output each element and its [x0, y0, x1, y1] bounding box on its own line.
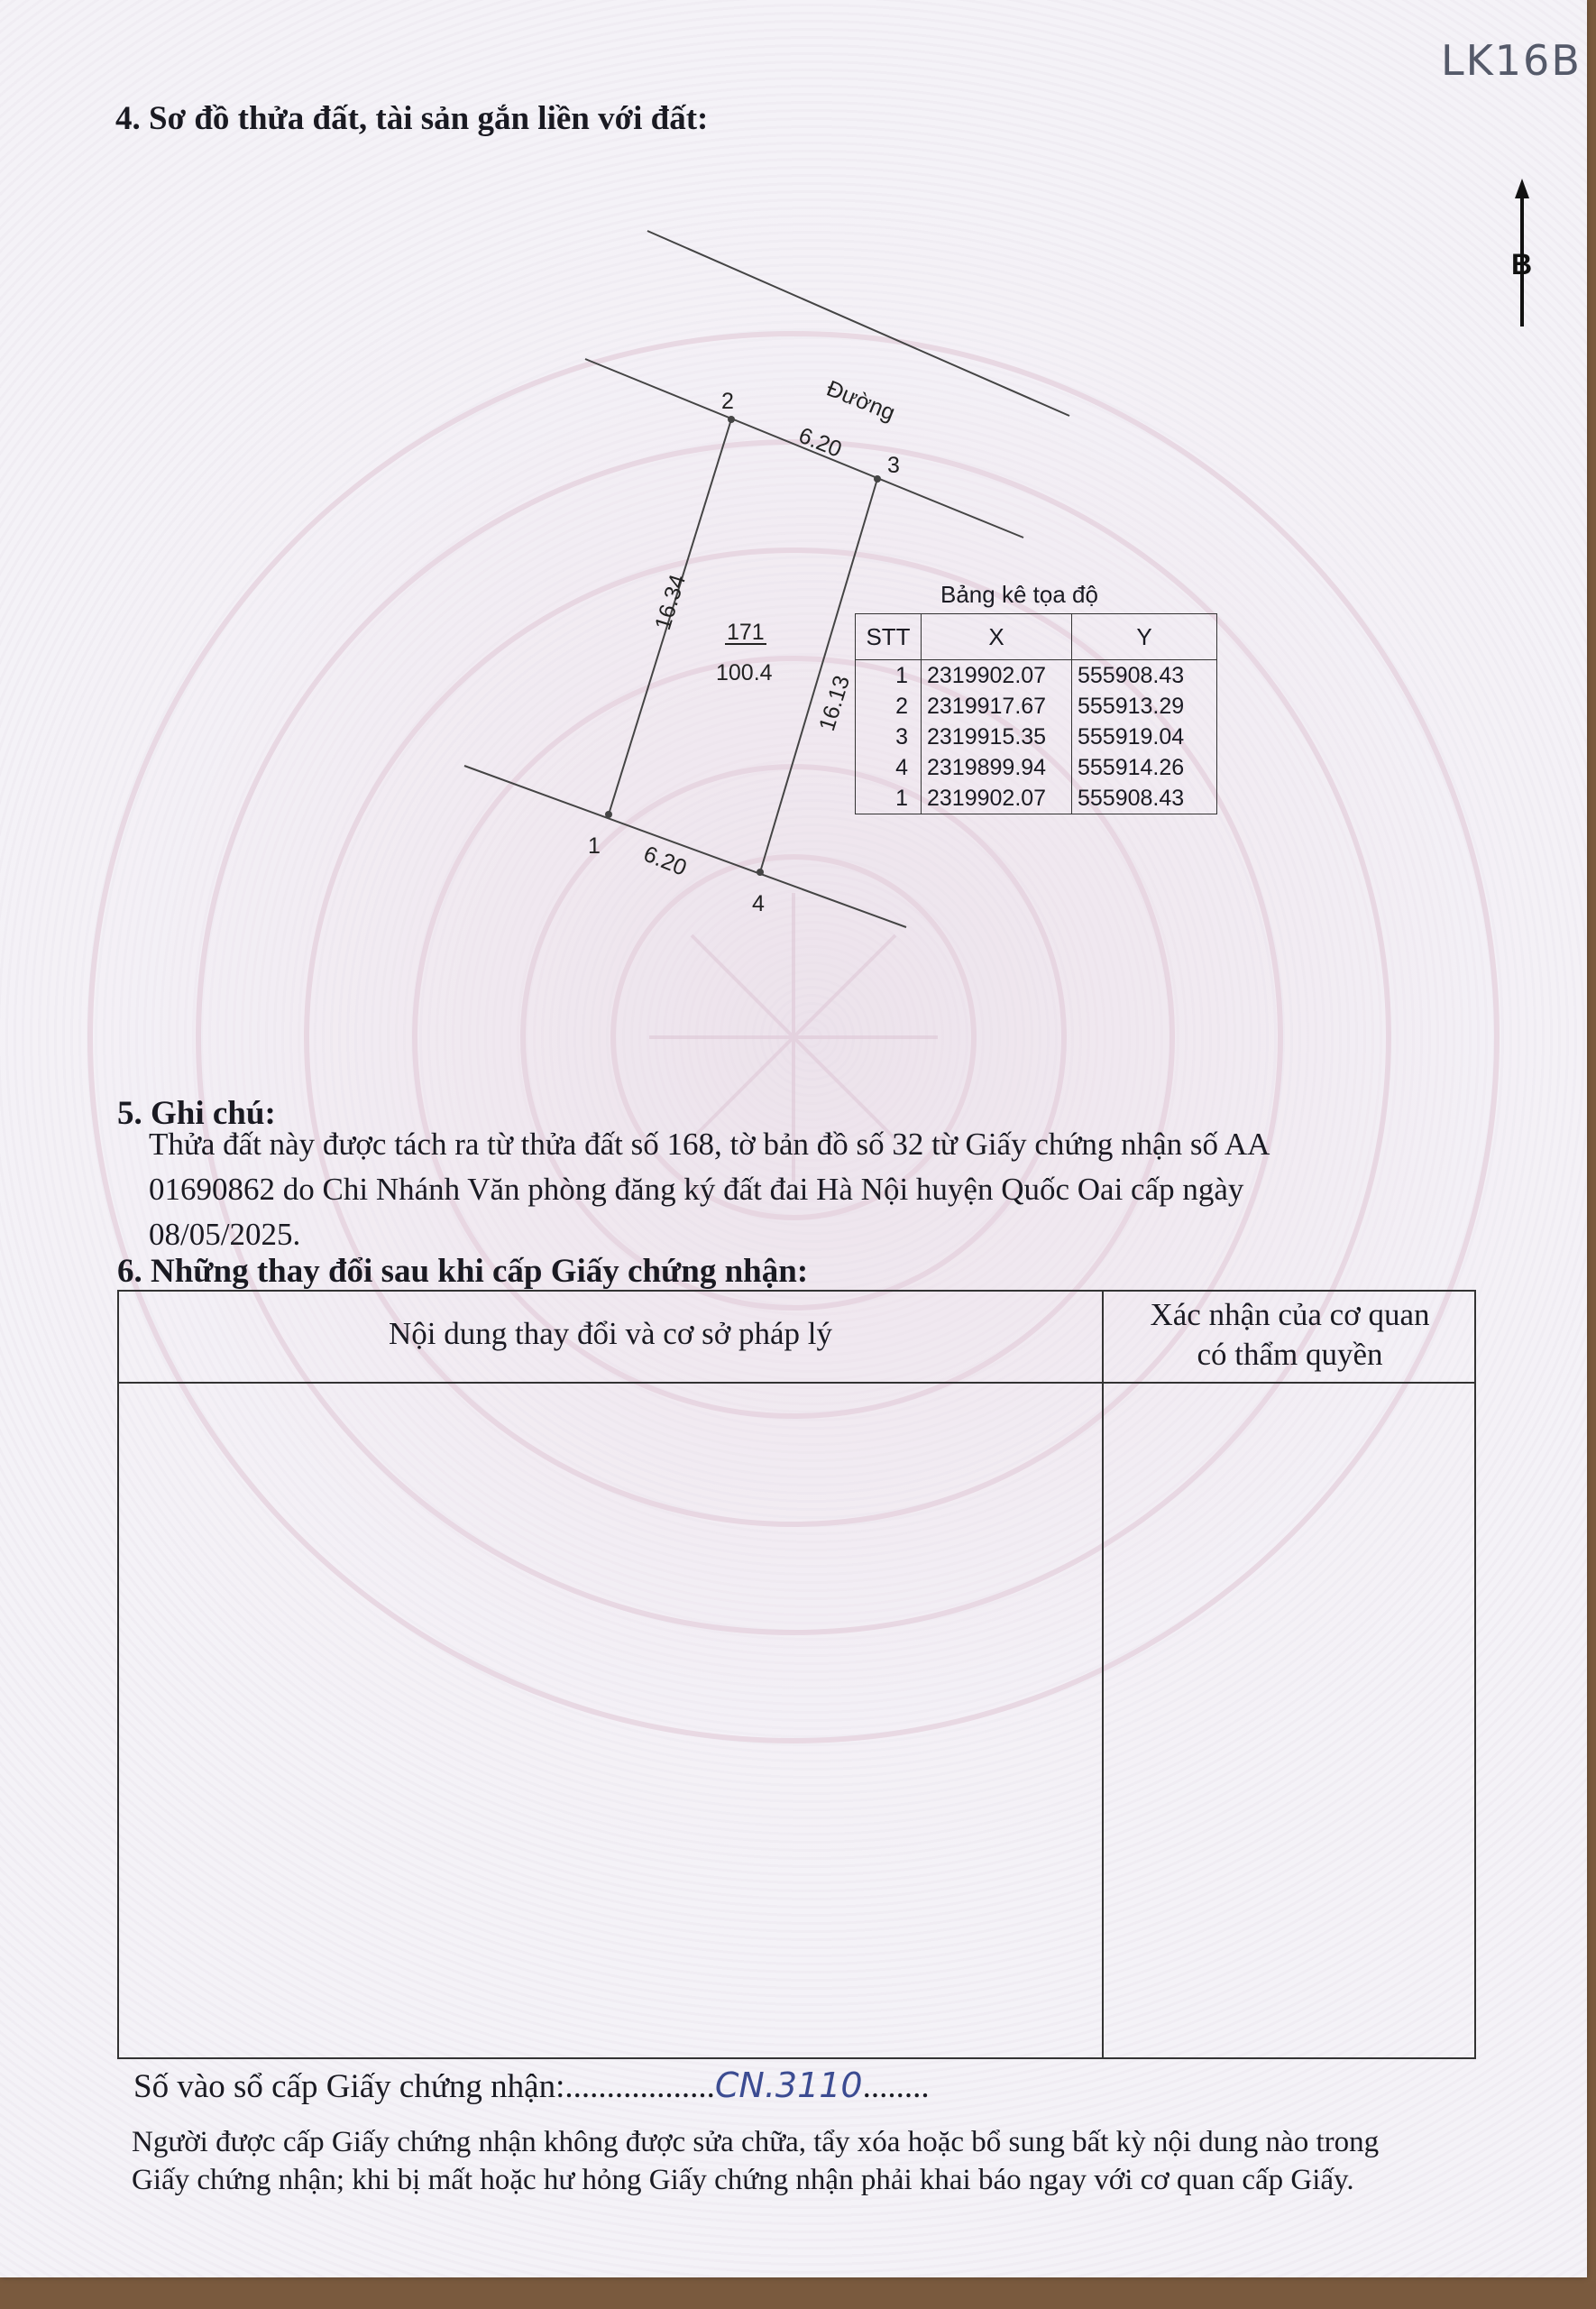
coord-x: 2319899.94: [922, 752, 1072, 783]
edge-bottom-length: 6.20: [639, 841, 691, 881]
section4-title: 4. Sơ đồ thửa đất, tài sản gắn liền với đất:: [115, 100, 709, 137]
coord-x: 2319915.35: [922, 722, 1072, 752]
column-divider: [1102, 1292, 1104, 2057]
coord-y: 555908.43: [1072, 660, 1217, 692]
register-label: Số vào sổ cấp Giấy chứng nhận:: [133, 2068, 565, 2105]
table-row: [856, 691, 1217, 722]
footer-line: Giấy chứng nhận; khi bị mất hoặc hư hỏng Giấy chứng nhận phải khai báo ngay với cơ quan cấp Giấy.: [132, 2164, 1354, 2196]
corner-handwritten-mark: LK16B: [1441, 36, 1582, 85]
coord-header-x: X: [922, 614, 1072, 660]
coord-stt: 1: [856, 783, 922, 814]
point-2-label: 2: [721, 389, 734, 414]
note-line: Thửa đất này được tách ra từ thửa đất số 168, tờ bản đồ số 32 từ Giấy chứng nhận số AA: [149, 1127, 1270, 1162]
parcel-map: [0, 0, 1587, 992]
coord-stt: 1: [856, 660, 922, 692]
table-row: [856, 722, 1217, 752]
header-divider: [119, 1382, 1474, 1384]
edge-left-length: 16.34: [649, 571, 692, 633]
point-3-marker: [874, 475, 881, 483]
coord-y: 555913.29: [1072, 691, 1217, 722]
col2-header-line: có thẩm quyền: [1197, 1337, 1383, 1372]
table-row: [856, 660, 1217, 692]
point-1-label: 1: [588, 833, 601, 859]
footer-line: Người được cấp Giấy chứng nhận không được sửa chữa, tẩy xóa hoặc bổ sung bất kỳ nội dung nào trong: [132, 2126, 1380, 2158]
section5-note: [149, 1122, 1270, 1257]
register-dots: ........: [862, 2068, 930, 2105]
table-row: [856, 783, 1217, 814]
coord-y: 555914.26: [1072, 752, 1217, 783]
edge-right-length: 16.13: [813, 672, 856, 734]
register-line: [133, 2065, 930, 2106]
point-3-label: 3: [887, 453, 900, 478]
coord-x: 2319902.07: [922, 783, 1072, 814]
parcel-number: 171: [727, 620, 765, 645]
register-dots: ..................: [564, 2068, 715, 2105]
note-line: 01690862 do Chi Nhánh Văn phòng đăng ký đất đai Hà Nội huyện Quốc Oai cấp ngày: [149, 1172, 1244, 1207]
coord-table-header-row: [856, 614, 1217, 660]
edge-top-length: 6.20: [794, 422, 846, 463]
section5-title: 5. Ghi chú:: [117, 1095, 276, 1132]
note-line: 08/05/2025.: [149, 1217, 301, 1252]
north-label: B: [1511, 248, 1533, 281]
table-row: [856, 752, 1217, 783]
boundary-line-bottom: [464, 766, 906, 927]
register-number: CN.3110: [714, 2065, 863, 2105]
coord-x: 2319902.07: [922, 660, 1072, 692]
coord-header-y: Y: [1072, 614, 1217, 660]
changes-table: [117, 1290, 1476, 2059]
coord-x: 2319917.67: [922, 691, 1072, 722]
point-4-label: 4: [752, 891, 765, 916]
section6-title: 6. Những thay đổi sau khi cấp Giấy chứng nhận:: [117, 1253, 809, 1290]
changes-col1-header: Nội dung thay đổi và cơ sở pháp lý: [389, 1316, 832, 1351]
coord-header-stt: STT: [856, 614, 922, 660]
coord-y: 555908.43: [1072, 783, 1217, 814]
coord-stt: 4: [856, 752, 922, 783]
point-2-marker: [728, 416, 735, 423]
coord-stt: 2: [856, 691, 922, 722]
footer-note: [132, 2123, 1379, 2199]
coord-table: [855, 613, 1217, 814]
coord-stt: 3: [856, 722, 922, 752]
changes-col2-header: [1104, 1295, 1476, 1375]
coord-table-title: Bảng kê tọa độ: [940, 581, 1098, 608]
point-1-marker: [605, 811, 612, 818]
parcel-area: 100.4: [716, 660, 773, 685]
col2-header-line: Xác nhận của cơ quan: [1150, 1297, 1430, 1332]
point-4-marker: [757, 869, 764, 876]
north-arrow-icon: [1511, 179, 1532, 327]
road-label: Đường: [822, 375, 899, 427]
coord-y: 555919.04: [1072, 722, 1217, 752]
